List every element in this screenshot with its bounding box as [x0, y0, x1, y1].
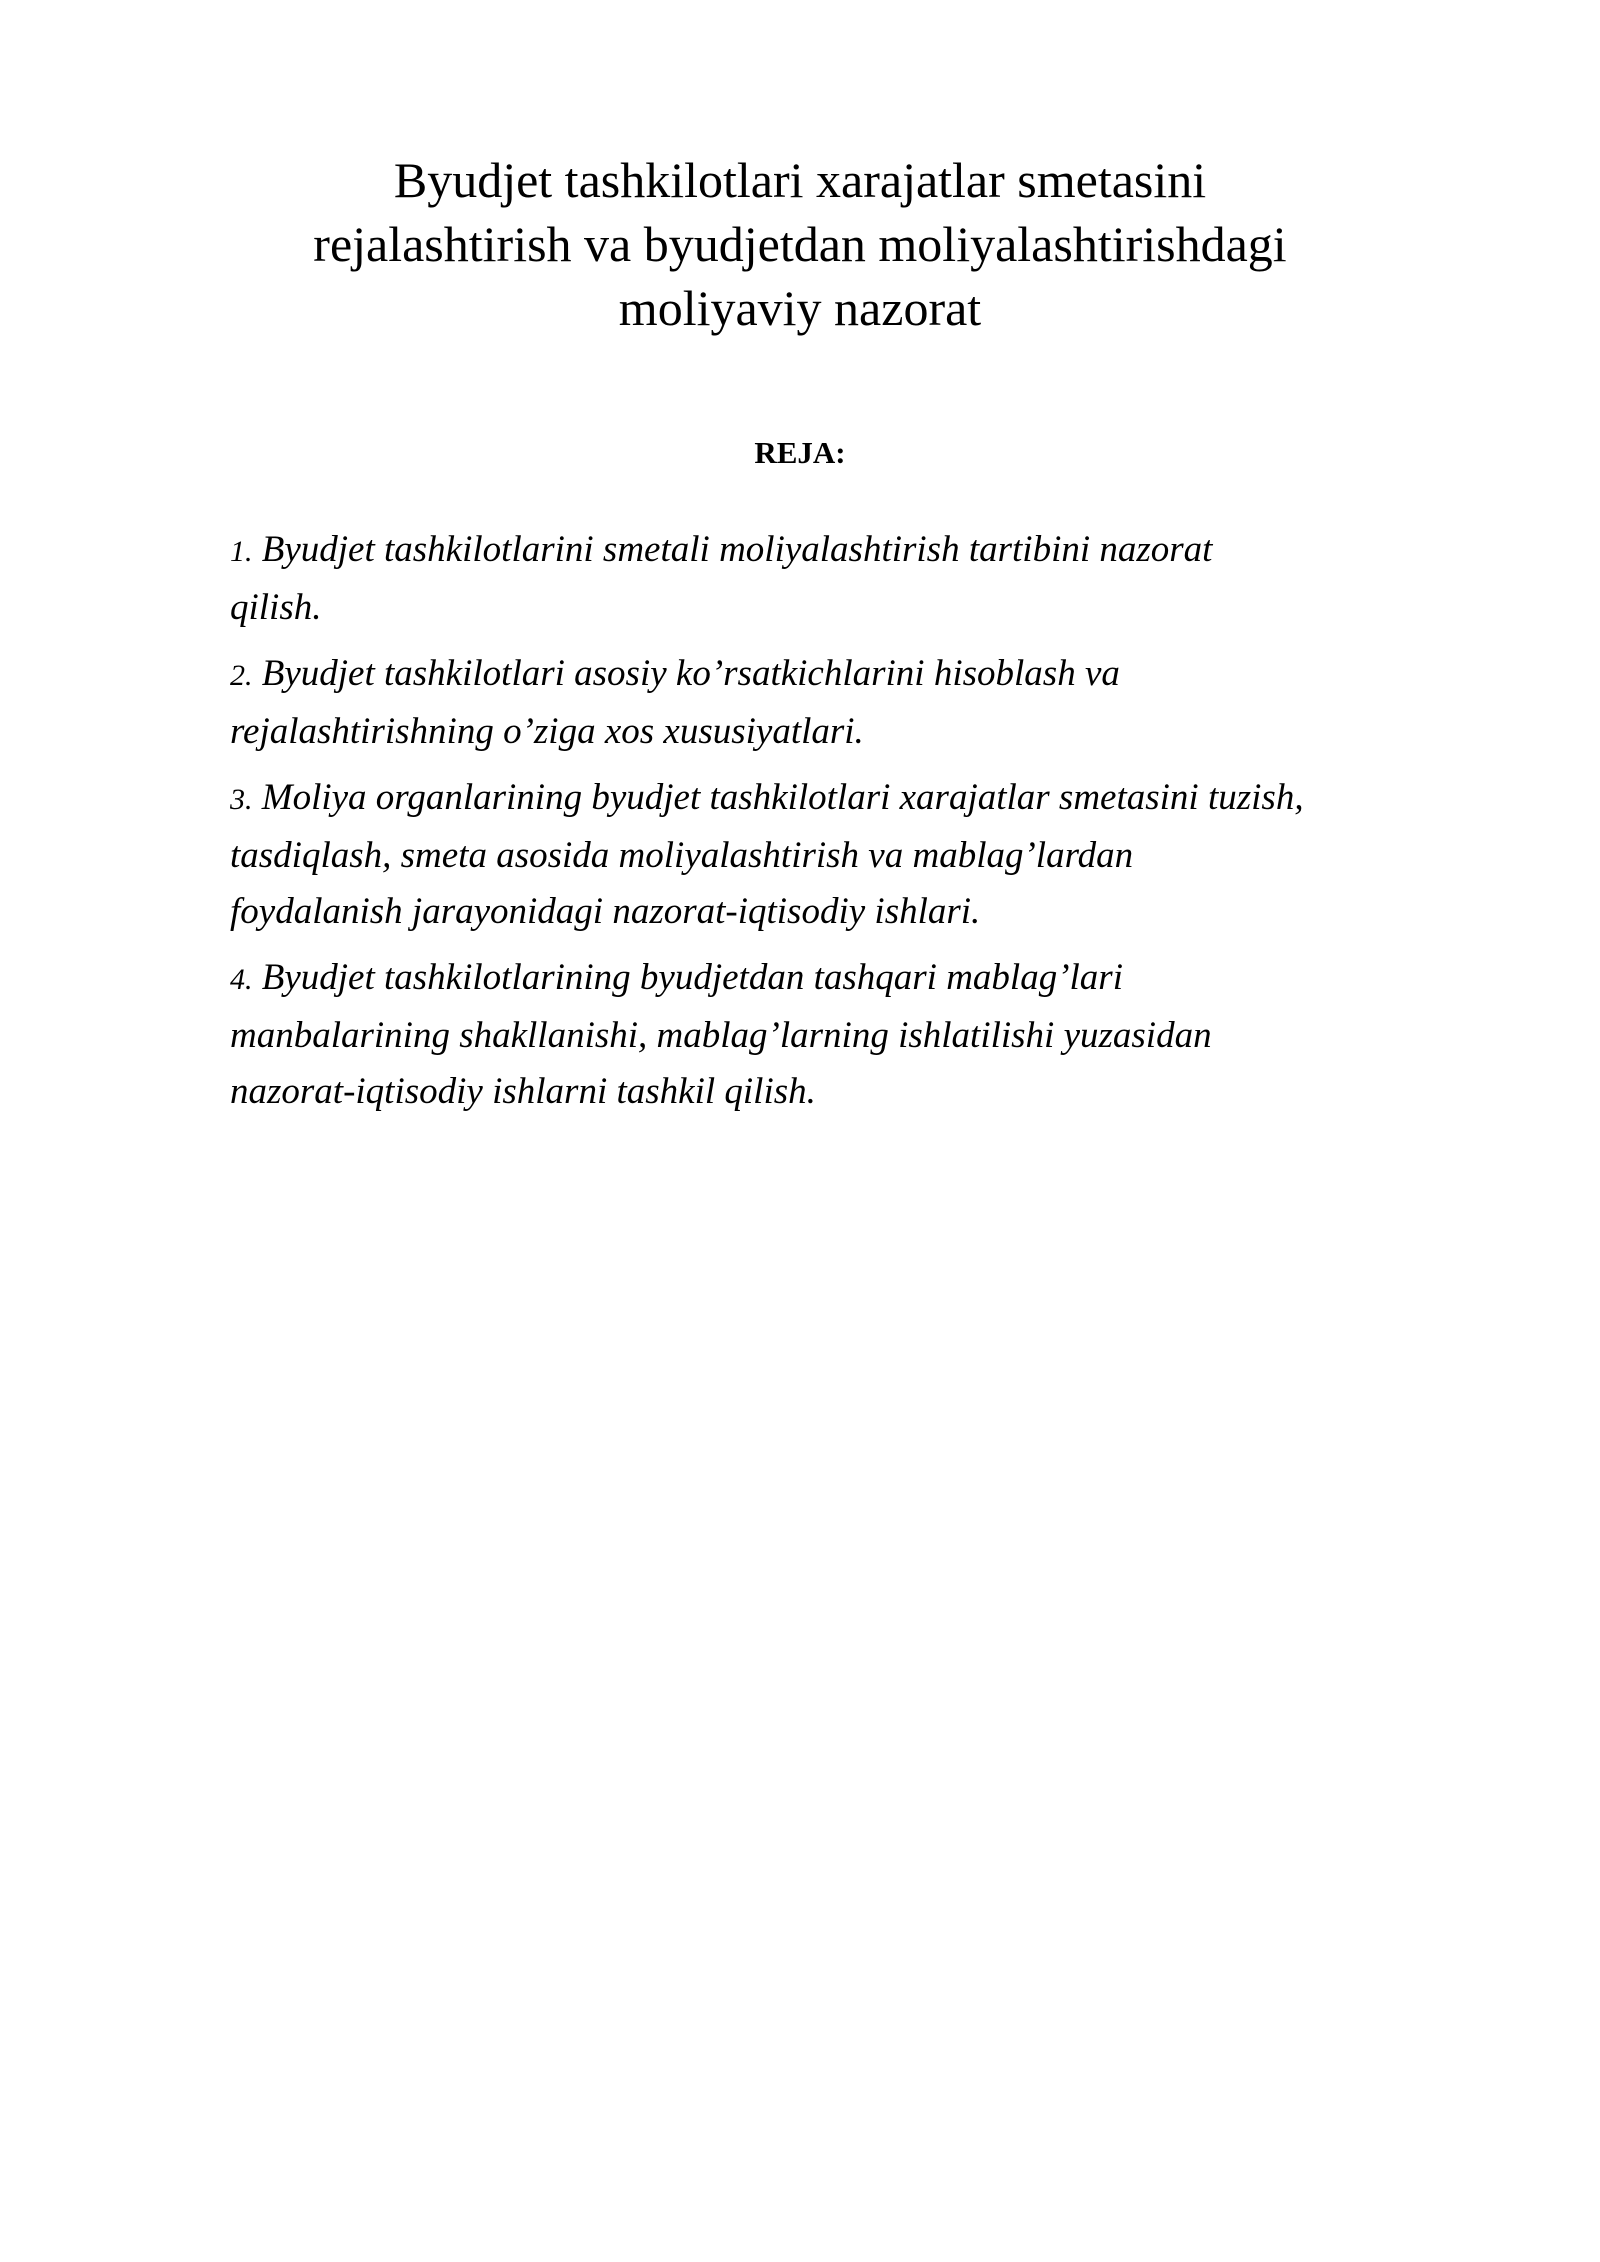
plan-item-3 [230, 770, 1530, 940]
title-line-2: rejalashtirish va byudjetdan moliyalashtirishdagi [313, 216, 1287, 272]
plan-item-line [230, 522, 1530, 580]
plan-item-number: 4. [230, 963, 253, 996]
plan-item-text: Moliya organlarining byudjet tashkilotlari xarajatlar smetasini tuzish, [261, 777, 1304, 818]
plan-item-2 [230, 646, 1530, 760]
plan-item-text: Byudjet tashkilotlari asosiy ko’rsatkichlarini hisoblash va [261, 653, 1120, 694]
plan-item-text: Byudjet tashkilotlarining byudjetdan tashqari mablag’lari [261, 957, 1123, 998]
plan-item-number: 3. [230, 783, 253, 816]
plan-item-number: 1. [230, 535, 253, 568]
plan-item-line [230, 646, 1530, 704]
plan-item-text: Byudjet tashkilotlarini smetali moliyalashtirish tartibini nazorat [261, 529, 1213, 570]
plan-item-line: manbalarining shakllanishi, mablag’larning ishlatilishi yuzasidan [230, 1015, 1212, 1056]
plan-list [230, 522, 1530, 1130]
plan-item-line [230, 770, 1530, 828]
plan-item-line: qilish. [230, 587, 322, 628]
plan-item-1 [230, 522, 1530, 636]
plan-item-line: tasdiqlash, smeta asosida moliyalashtirish va mablag’lardan [230, 835, 1134, 876]
title-line-3: moliyaviy nazorat [618, 280, 982, 336]
plan-item-4 [230, 950, 1530, 1120]
plan-item-line: nazorat-iqtisodiy ishlarni tashkil qilish. [230, 1071, 816, 1112]
plan-item-line: foydalanish jarayonidagi nazorat-iqtisodiy ishlari. [230, 891, 981, 932]
plan-item-line: rejalashtirishning o’ziga xos xususiyatlari. [230, 711, 864, 752]
plan-heading: REJA: [754, 435, 846, 470]
document-title [0, 148, 1600, 340]
plan-item-number: 2. [230, 659, 253, 692]
plan-item-line [230, 950, 1530, 1008]
title-line-1: Byudjet tashkilotlari xarajatlar smetasini [393, 152, 1207, 208]
